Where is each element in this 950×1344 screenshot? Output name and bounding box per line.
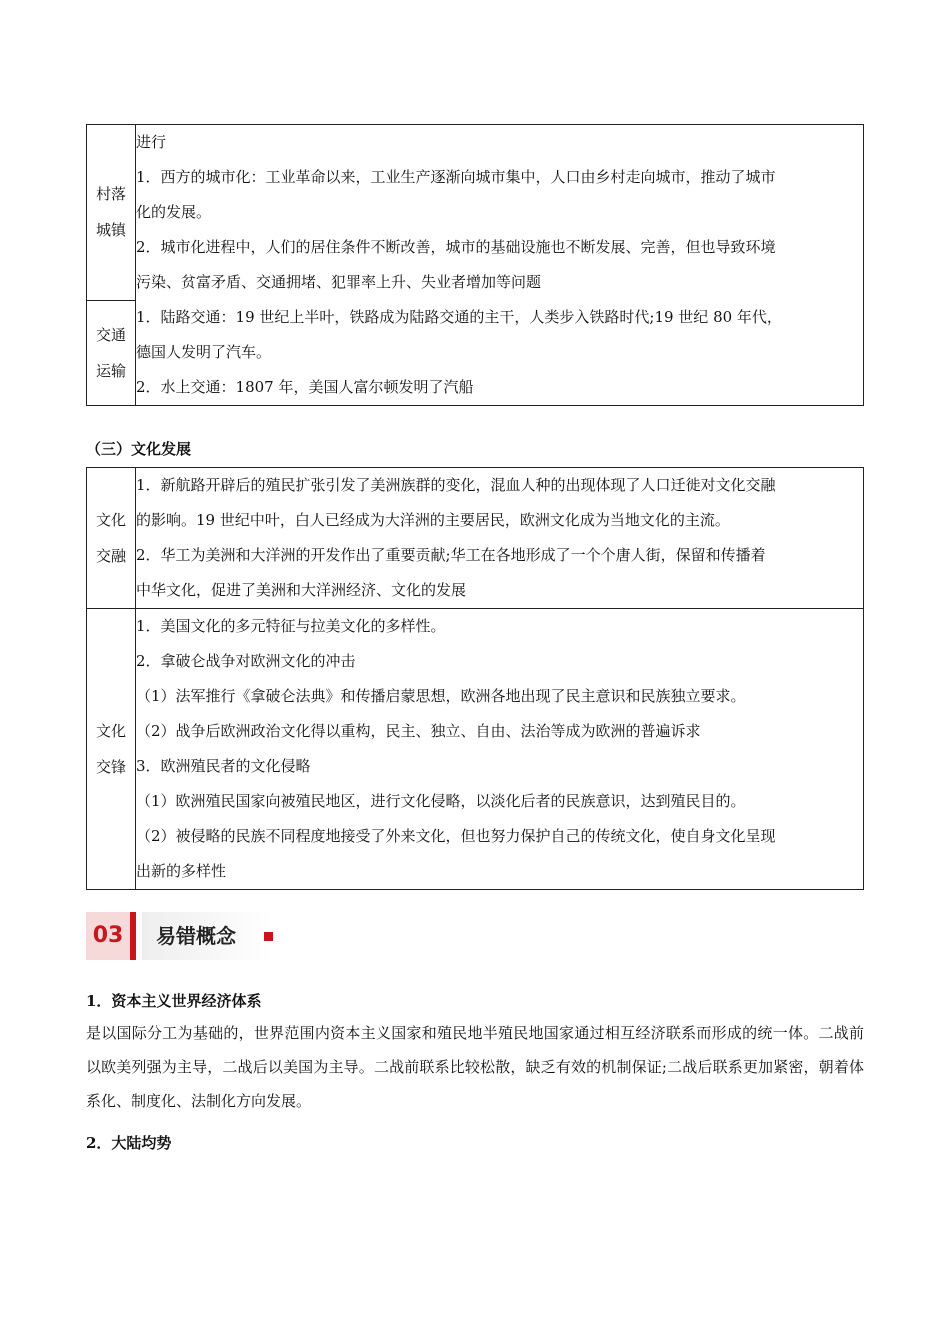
text-line: （2）战争后欧洲政治文化得以重构，民主、独立、自由、法治等成为欧洲的普遍诉求	[136, 722, 701, 740]
table-row	[87, 300, 864, 406]
text-line: 出新的多样性	[136, 862, 227, 880]
text-line: 德国人发明了汽车。	[136, 343, 272, 361]
table-culture	[86, 467, 864, 890]
row-content	[136, 468, 864, 609]
text-line: 2．城市化进程中，人们的居住条件不断改善，城市的基础设施也不断发展、完善，但也导致环境	[136, 238, 776, 256]
row-label-line: 城镇	[95, 221, 126, 240]
table-settlement-transport	[86, 124, 864, 406]
banner-divider	[130, 912, 136, 960]
section-title-culture: （三）文化发展	[86, 440, 192, 458]
row-label-line: 交通	[95, 325, 126, 344]
row-label-village-town	[87, 125, 136, 301]
concept-heading: 2．大陆均势	[86, 1134, 172, 1152]
text-line: 1．新航路开辟后的殖民扩张引发了美洲族群的变化，混血人种的出现体现了人口迁徙对文化交融	[136, 476, 776, 494]
row-label-cultural-clash	[87, 609, 136, 890]
text-line: （1）法军推行《拿破仑法典》和传播启蒙思想，欧洲各地出现了民主意识和民族独立要求。	[136, 687, 746, 705]
row-content	[136, 300, 864, 406]
row-label-transport	[87, 300, 136, 406]
row-label-line: 交锋	[95, 758, 126, 776]
text-line: 3．欧洲殖民者的文化侵略	[136, 757, 311, 775]
row-label-line: 运输	[95, 361, 126, 380]
section-banner	[86, 912, 276, 960]
text-line: 污染、贫富矛盾、交通拥堵、犯罪率上升、失业者增加等问题	[136, 273, 542, 291]
text-line: （2）被侵略的民族不同程度地接受了外来文化，但也努力保护自己的传统文化，使自身文化呈现	[136, 827, 776, 845]
banner-number: 03	[86, 912, 130, 960]
text-line: 进行	[136, 133, 167, 151]
text-line: 的影响。19 世纪中叶，白人已经成为大洋洲的主要居民，欧洲文化成为当地文化的主流。	[136, 511, 730, 529]
banner-square-icon	[264, 932, 273, 941]
text-line: 化的发展。	[136, 203, 212, 221]
text-line: 1．西方的城市化：工业革命以来，工业生产逐渐向城市集中，人口由乡村走向城市，推动了城市	[136, 168, 776, 186]
row-label-line: 交融	[95, 547, 126, 565]
banner-title: 易错概念	[142, 912, 272, 960]
table-row	[87, 609, 864, 890]
row-content	[136, 125, 864, 301]
concept-body: 是以国际分工为基础的，世界范围内资本主义国家和殖民地半殖民地国家通过相互经济联系而形成的统一体。二战前以欧美列强为主导，二战后以美国为主导。二战前联系比较松散，缺乏有效的机制保证;二战后联系更加紧密，朝着体系化、制度化、法制化方向发展。	[86, 1024, 864, 1110]
text-line: 中华文化，促进了美洲和大洋洲经济、文化的发展	[136, 581, 467, 599]
text-line: 2．水上交通：1807 年，美国人富尔顿发明了汽船	[136, 378, 474, 396]
text-line: 2．华工为美洲和大洋洲的开发作出了重要贡献;华工在各地形成了一个个唐人街，保留和传播着	[136, 546, 766, 564]
text-line: 2．拿破仑战争对欧洲文化的冲击	[136, 652, 356, 670]
text-line: 1．陆路交通：19 世纪上半叶，铁路成为陆路交通的主干，人类步入铁路时代;19 世纪 80 年代，	[136, 308, 782, 326]
row-label-line: 村落	[95, 185, 126, 204]
row-content	[136, 609, 864, 890]
row-label-line: 文化	[95, 511, 126, 529]
text-line: 1．美国文化的多元特征与拉美文化的多样性。	[136, 617, 446, 635]
table-row	[87, 125, 864, 301]
row-label-line: 文化	[95, 722, 126, 740]
row-label-cultural-fusion	[87, 468, 136, 609]
table-row	[87, 468, 864, 609]
concept-heading: 1．资本主义世界经济体系	[86, 992, 262, 1010]
text-line: （1）欧洲殖民国家向被殖民地区，进行文化侵略，以淡化后者的民族意识，达到殖民目的。	[136, 792, 746, 810]
